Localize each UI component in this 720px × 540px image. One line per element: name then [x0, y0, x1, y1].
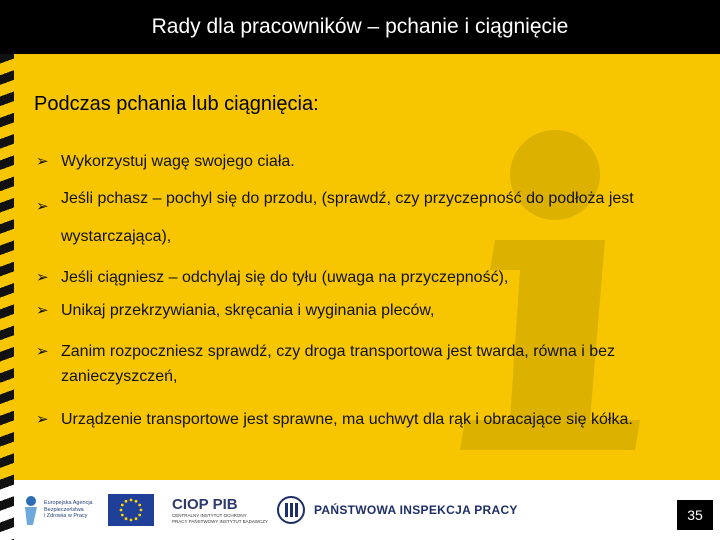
pip-name: PAŃSTWOWA INSPEKCJA PRACY [314, 503, 518, 517]
agency-name-line: Europejska Agencja [44, 499, 93, 506]
arrow-bullet-icon: ➢ [36, 343, 49, 361]
arrow-bullet-icon: ➢ [36, 410, 49, 428]
pip-logo-icon [276, 495, 306, 525]
agency-name-line: Bezpieczeństwa [44, 506, 84, 513]
agency-logo-icon [22, 495, 40, 525]
ciop-pib-logo [172, 486, 272, 534]
hazard-stripe [0, 54, 14, 480]
list-item [36, 150, 676, 175]
title-bar [0, 0, 720, 54]
ciop-subtitle: PRACY PAŃSTWOWY INSTYTUT BADAWCZY [172, 518, 269, 524]
list-item [36, 266, 676, 291]
section-heading: Podczas pchania lub ciągnięcia: [34, 93, 319, 115]
list-item [36, 406, 676, 435]
pip-logo [276, 486, 536, 534]
bullet-text: Zanim rozpoczniesz sprawdź, czy droga transportowa jest twarda, równa i bez zanieczyszczeń, [61, 343, 616, 385]
arrow-bullet-icon: ➢ [36, 197, 49, 215]
arrow-bullet-icon: ➢ [36, 268, 49, 286]
footer-hazard-stripe [0, 480, 14, 540]
bullet-list [36, 150, 676, 444]
eu-flag [108, 486, 158, 534]
agency-logo [22, 486, 106, 534]
ciop-name: CIOP PIB [172, 496, 238, 514]
bullet-text: Urządzenie transportowe jest sprawne, ma uchwyt dla rąk i obracające się kółka. [61, 410, 633, 428]
eu-flag-icon [108, 494, 154, 526]
agency-name-line: i Zdrowia w Pracy [44, 513, 88, 520]
list-item [36, 299, 676, 324]
bullet-text: Unikaj przekrzywiania, skręcania i wyginania pleców, [61, 302, 435, 320]
arrow-bullet-icon: ➢ [36, 153, 49, 170]
footer-logo-bar [0, 480, 720, 540]
page-number: 35 [677, 500, 713, 530]
list-item [36, 340, 676, 390]
bullet-text: Jeśli pchasz – pochyl się do przodu, (sprawdź, czy przyczepność do podłoża jest wystarczająca), [61, 189, 634, 246]
bullet-text: Jeśli ciągniesz – odchylaj się do tyłu (uwaga na przyczepność), [61, 268, 509, 286]
ciop-subtitle: CENTRALNY INSTYTUT OCHRONY [172, 513, 247, 519]
list-item [36, 180, 676, 257]
slide-title: Rady dla pracowników – pchanie i ciągnięcie [151, 15, 569, 38]
bullet-text: Wykorzystuj wagę swojego ciała. [61, 153, 295, 170]
arrow-bullet-icon: ➢ [36, 302, 49, 320]
